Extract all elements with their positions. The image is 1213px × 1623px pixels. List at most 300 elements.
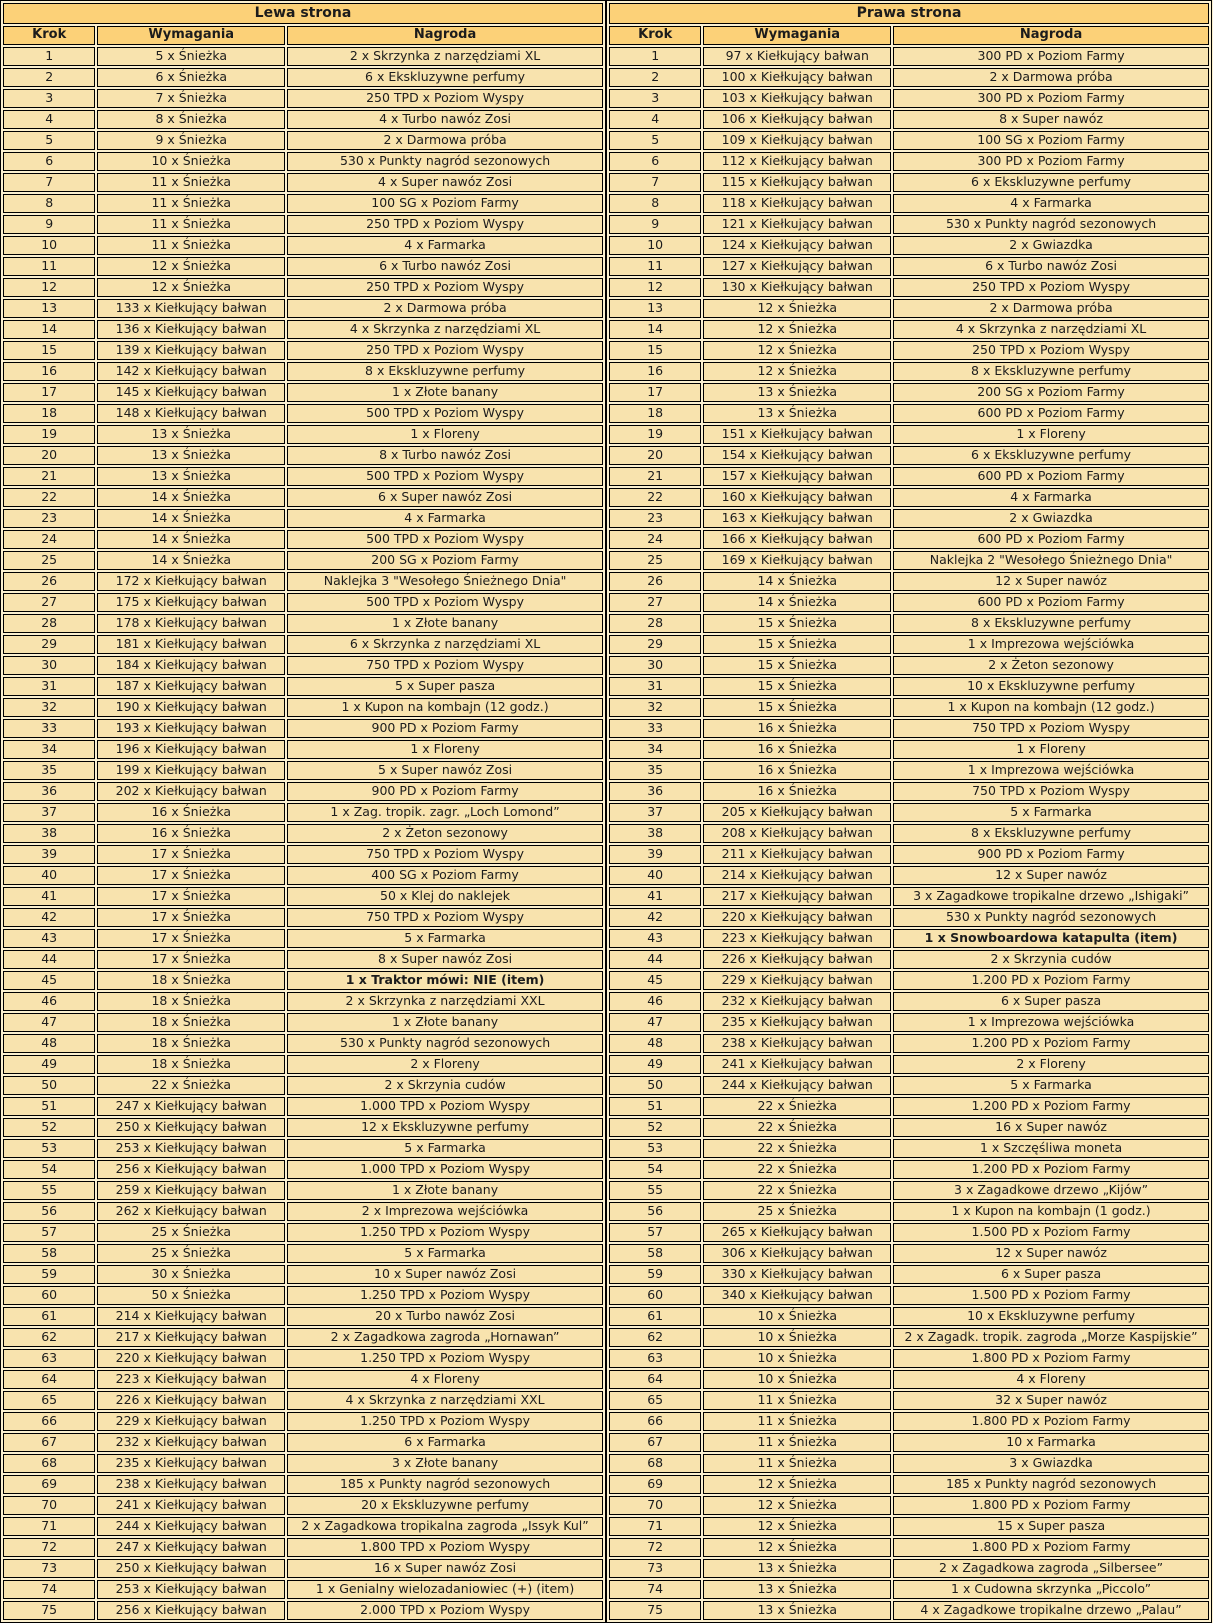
table-row: [3, 824, 603, 843]
reward-cell: 2 x Floreny: [893, 1055, 1209, 1074]
requirement-cell: 22 x Śnieżka: [703, 1097, 891, 1116]
requirement-cell: 136 x Kiełkujący bałwan: [97, 320, 285, 339]
reward-cell: 1.250 TPD x Poziom Wyspy: [287, 1223, 603, 1242]
table-row: [3, 1265, 603, 1284]
requirement-cell: 17 x Śnieżka: [97, 950, 285, 969]
step-cell: 25: [3, 551, 95, 570]
step-cell: 57: [609, 1223, 701, 1242]
requirement-cell: 253 x Kiełkujący bałwan: [97, 1580, 285, 1599]
step-cell: 65: [3, 1391, 95, 1410]
requirement-cell: 14 x Śnieżka: [97, 509, 285, 528]
table-row: [3, 341, 603, 360]
reward-cell: 750 TPD x Poziom Wyspy: [893, 782, 1209, 801]
requirement-cell: 13 x Śnieżka: [703, 1559, 891, 1578]
reward-cell: 1.200 PD x Poziom Farmy: [893, 1160, 1209, 1179]
requirement-cell: 11 x Śnieżka: [703, 1454, 891, 1473]
table-row: [609, 824, 1209, 843]
reward-cell: 400 SG x Poziom Farmy: [287, 866, 603, 885]
reward-cell: 6 x Farmarka: [287, 1433, 603, 1452]
reward-cell: 10 x Ekskluzywne perfumy: [893, 1307, 1209, 1326]
table-row: [3, 740, 603, 759]
step-cell: 39: [609, 845, 701, 864]
requirement-cell: 253 x Kiełkujący bałwan: [97, 1139, 285, 1158]
table-row: [3, 761, 603, 780]
table-row: [3, 1202, 603, 1221]
step-cell: 34: [609, 740, 701, 759]
step-cell: 3: [3, 89, 95, 108]
reward-cell: 6 x Super pasza: [893, 992, 1209, 1011]
reward-cell: 50 x Klej do naklejek: [287, 887, 603, 906]
requirement-cell: 14 x Śnieżka: [97, 551, 285, 570]
table-row: [3, 89, 603, 108]
requirement-cell: 103 x Kiełkujący bałwan: [703, 89, 891, 108]
step-cell: 2: [3, 68, 95, 87]
reward-cell: 1.000 TPD x Poziom Wyspy: [287, 1160, 603, 1179]
step-cell: 49: [3, 1055, 95, 1074]
requirement-cell: 11 x Śnieżka: [97, 215, 285, 234]
table-row: [3, 1076, 603, 1095]
requirement-cell: 202 x Kiełkujący bałwan: [97, 782, 285, 801]
reward-cell: 530 x Punkty nagród sezonowych: [287, 1034, 603, 1053]
step-cell: 14: [3, 320, 95, 339]
step-cell: 8: [609, 194, 701, 213]
step-cell: 12: [609, 278, 701, 297]
reward-cell: 300 PD x Poziom Farmy: [893, 89, 1209, 108]
requirement-cell: 18 x Śnieżka: [97, 992, 285, 1011]
step-cell: 68: [3, 1454, 95, 1473]
table-row: [609, 572, 1209, 591]
reward-cell: 200 SG x Poziom Farmy: [287, 551, 603, 570]
requirement-cell: 11 x Śnieżka: [703, 1433, 891, 1452]
table-row: [3, 446, 603, 465]
requirement-cell: 18 x Śnieżka: [97, 1055, 285, 1074]
step-cell: 21: [3, 467, 95, 486]
requirement-cell: 6 x Śnieżka: [97, 68, 285, 87]
reward-cell: 4 x Zagadkowe tropikalne drzewo „Palau”: [893, 1601, 1209, 1620]
reward-cell: 750 TPD x Poziom Wyspy: [893, 719, 1209, 738]
table-row: [3, 530, 603, 549]
step-cell: 13: [609, 299, 701, 318]
reward-cell: 1 x Imprezowa wejściówka: [893, 1013, 1209, 1032]
reward-cell: 1 x Szczęśliwa moneta: [893, 1139, 1209, 1158]
step-cell: 47: [3, 1013, 95, 1032]
requirement-cell: 112 x Kiełkujący bałwan: [703, 152, 891, 171]
table-row: [609, 992, 1209, 1011]
step-cell: 18: [609, 404, 701, 423]
requirement-cell: 15 x Śnieżka: [703, 614, 891, 633]
table-row: [3, 467, 603, 486]
table-row: [609, 635, 1209, 654]
requirement-cell: 12 x Śnieżka: [703, 1538, 891, 1557]
reward-cell: 4 x Skrzynka z narzędziami XL: [893, 320, 1209, 339]
requirement-cell: 109 x Kiełkujący bałwan: [703, 131, 891, 150]
reward-cell: 6 x Turbo nawóz Zosi: [893, 257, 1209, 276]
reward-cell: 20 x Turbo nawóz Zosi: [287, 1307, 603, 1326]
table-row: [609, 803, 1209, 822]
table-row: [609, 89, 1209, 108]
requirement-cell: 10 x Śnieżka: [703, 1370, 891, 1389]
requirement-cell: 238 x Kiełkujący bałwan: [703, 1034, 891, 1053]
table-row: [3, 1244, 603, 1263]
reward-cell: 900 PD x Poziom Farmy: [287, 719, 603, 738]
table-row: [3, 1160, 603, 1179]
step-cell: 11: [3, 257, 95, 276]
requirement-cell: 18 x Śnieżka: [97, 971, 285, 990]
reward-cell: 2 x Skrzynka z narzędziami XXL: [287, 992, 603, 1011]
table-row: [3, 1370, 603, 1389]
requirement-cell: 124 x Kiełkujący bałwan: [703, 236, 891, 255]
table-row: [609, 845, 1209, 864]
step-cell: 42: [609, 908, 701, 927]
table-row: [609, 320, 1209, 339]
table-row: [3, 1454, 603, 1473]
requirement-cell: 172 x Kiełkujący bałwan: [97, 572, 285, 591]
requirement-cell: 259 x Kiełkujący bałwan: [97, 1181, 285, 1200]
step-cell: 20: [609, 446, 701, 465]
step-cell: 37: [3, 803, 95, 822]
table-row: [609, 1496, 1209, 1515]
requirement-cell: 13 x Śnieżka: [97, 446, 285, 465]
reward-cell: 2 x Skrzynka z narzędziami XL: [287, 47, 603, 66]
step-cell: 1: [3, 47, 95, 66]
requirement-cell: 11 x Śnieżka: [97, 173, 285, 192]
step-cell: 69: [3, 1475, 95, 1494]
table-row: [609, 719, 1209, 738]
step-cell: 72: [609, 1538, 701, 1557]
table-row: [3, 950, 603, 969]
reward-cell: 600 PD x Poziom Farmy: [893, 467, 1209, 486]
requirement-cell: 16 x Śnieżka: [703, 782, 891, 801]
step-cell: 63: [3, 1349, 95, 1368]
reward-cell: 3 x Gwiazdka: [893, 1454, 1209, 1473]
reward-cell: 3 x Złote banany: [287, 1454, 603, 1473]
table-row: [3, 1433, 603, 1452]
reward-cell: 2 x Zagadkowa zagroda „Hornawan”: [287, 1328, 603, 1347]
reward-cell: 1.800 TPD x Poziom Wyspy: [287, 1538, 603, 1557]
step-cell: 36: [609, 782, 701, 801]
table-row: [3, 908, 603, 927]
requirement-cell: 330 x Kiełkujący bałwan: [703, 1265, 891, 1284]
table-row: [609, 1181, 1209, 1200]
reward-cell: 1 x Floreny: [893, 740, 1209, 759]
table-row: [609, 1223, 1209, 1242]
step-cell: 36: [3, 782, 95, 801]
reward-cell: 4 x Farmarka: [893, 488, 1209, 507]
step-cell: 52: [3, 1118, 95, 1137]
table-row: [609, 614, 1209, 633]
requirement-cell: 10 x Śnieżka: [97, 152, 285, 171]
reward-cell: 5 x Super nawóz Zosi: [287, 761, 603, 780]
table-row: [3, 509, 603, 528]
step-cell: 16: [3, 362, 95, 381]
requirement-cell: 12 x Śnieżka: [97, 278, 285, 297]
requirement-cell: 178 x Kiełkujący bałwan: [97, 614, 285, 633]
table-row: [609, 1391, 1209, 1410]
table-row: [609, 677, 1209, 696]
table-row: [609, 1601, 1209, 1620]
requirement-cell: 12 x Śnieżka: [703, 1475, 891, 1494]
table-row: [3, 152, 603, 171]
reward-cell: 2 x Zagadkowa tropikalna zagroda „Issyk Kul”: [287, 1517, 603, 1536]
table-row: [609, 404, 1209, 423]
reward-cell: 1.200 PD x Poziom Farmy: [893, 1034, 1209, 1053]
step-cell: 23: [609, 509, 701, 528]
reward-cell: 300 PD x Poziom Farmy: [893, 152, 1209, 171]
step-cell: 38: [3, 824, 95, 843]
table-row: [609, 341, 1209, 360]
requirement-cell: 247 x Kiełkujący bałwan: [97, 1097, 285, 1116]
table-row: [3, 992, 603, 1011]
requirement-cell: 17 x Śnieżka: [97, 908, 285, 927]
requirement-cell: 10 x Śnieżka: [703, 1349, 891, 1368]
table-row: [3, 866, 603, 885]
step-cell: 67: [3, 1433, 95, 1452]
requirement-cell: 142 x Kiełkujący bałwan: [97, 362, 285, 381]
left-table-rows: [3, 47, 603, 1620]
reward-cell: 6 x Super nawóz Zosi: [287, 488, 603, 507]
step-cell: 74: [609, 1580, 701, 1599]
table-row: [3, 1517, 603, 1536]
step-cell: 31: [3, 677, 95, 696]
step-cell: 22: [3, 488, 95, 507]
step-cell: 12: [3, 278, 95, 297]
step-cell: 70: [3, 1496, 95, 1515]
reward-cell: 1 x Snowboardowa katapulta (item): [893, 929, 1209, 948]
table-row: [609, 1580, 1209, 1599]
reward-cell: 500 TPD x Poziom Wyspy: [287, 404, 603, 423]
requirement-cell: 25 x Śnieżka: [703, 1202, 891, 1221]
step-cell: 51: [609, 1097, 701, 1116]
reward-cell: 100 SG x Poziom Farmy: [893, 131, 1209, 150]
table-row: [609, 1475, 1209, 1494]
step-cell: 44: [609, 950, 701, 969]
requirement-cell: 22 x Śnieżka: [703, 1139, 891, 1158]
step-cell: 38: [609, 824, 701, 843]
reward-cell: 185 x Punkty nagród sezonowych: [287, 1475, 603, 1494]
step-cell: 53: [609, 1139, 701, 1158]
reward-cell: 250 TPD x Poziom Wyspy: [893, 341, 1209, 360]
reward-cell: 6 x Skrzynka z narzędziami XL: [287, 635, 603, 654]
step-cell: 9: [609, 215, 701, 234]
table-row: [609, 1286, 1209, 1305]
reward-cell: 2.000 TPD x Poziom Wyspy: [287, 1601, 603, 1620]
table-row: [609, 509, 1209, 528]
table-row: [3, 845, 603, 864]
table-row: [3, 1118, 603, 1137]
reward-cell: 500 TPD x Poziom Wyspy: [287, 593, 603, 612]
requirement-cell: 14 x Śnieżka: [97, 488, 285, 507]
step-cell: 46: [3, 992, 95, 1011]
requirement-cell: 14 x Śnieżka: [97, 530, 285, 549]
table-row: [609, 971, 1209, 990]
reward-cell: 750 TPD x Poziom Wyspy: [287, 656, 603, 675]
table-row: [609, 47, 1209, 66]
reward-cell: 250 TPD x Poziom Wyspy: [287, 278, 603, 297]
right-column-header-reward: Nagroda: [893, 26, 1209, 45]
requirement-cell: 154 x Kiełkujący bałwan: [703, 446, 891, 465]
table-row: [3, 635, 603, 654]
step-cell: 17: [3, 383, 95, 402]
requirement-cell: 232 x Kiełkujący bałwan: [97, 1433, 285, 1452]
step-cell: 42: [3, 908, 95, 927]
reward-cell: 2 x Darmowa próba: [287, 131, 603, 150]
step-cell: 7: [3, 173, 95, 192]
table-row: [609, 278, 1209, 297]
table-row: [3, 572, 603, 591]
table-row: [3, 278, 603, 297]
table-row: [609, 1202, 1209, 1221]
reward-cell: 530 x Punkty nagród sezonowych: [287, 152, 603, 171]
table-row: [609, 173, 1209, 192]
reward-cell: 900 PD x Poziom Farmy: [287, 782, 603, 801]
step-cell: 28: [609, 614, 701, 633]
table-row: [3, 68, 603, 87]
step-cell: 58: [3, 1244, 95, 1263]
requirement-cell: 193 x Kiełkujący bałwan: [97, 719, 285, 738]
reward-cell: 12 x Ekskluzywne perfumy: [287, 1118, 603, 1137]
requirement-cell: 223 x Kiełkujący bałwan: [97, 1370, 285, 1389]
requirement-cell: 100 x Kiełkujący bałwan: [703, 68, 891, 87]
requirement-cell: 247 x Kiełkujący bałwan: [97, 1538, 285, 1557]
requirement-cell: 11 x Śnieżka: [97, 194, 285, 213]
step-cell: 47: [609, 1013, 701, 1032]
step-cell: 66: [609, 1412, 701, 1431]
requirement-cell: 22 x Śnieżka: [703, 1181, 891, 1200]
table-row: [609, 782, 1209, 801]
step-cell: 6: [3, 152, 95, 171]
table-row: [609, 1538, 1209, 1557]
table-row: [609, 488, 1209, 507]
step-cell: 5: [3, 131, 95, 150]
requirement-cell: 50 x Śnieżka: [97, 1286, 285, 1305]
table-row: [3, 425, 603, 444]
step-cell: 48: [609, 1034, 701, 1053]
requirement-cell: 13 x Śnieżka: [703, 383, 891, 402]
table-row: [3, 1391, 603, 1410]
requirement-cell: 14 x Śnieżka: [703, 572, 891, 591]
requirement-cell: 15 x Śnieżka: [703, 698, 891, 717]
left-column-header-row: [3, 26, 603, 45]
right-side-table: [606, 0, 1212, 1623]
reward-cell: 5 x Farmarka: [287, 929, 603, 948]
table-row: [609, 110, 1209, 129]
requirement-cell: 13 x Śnieżka: [703, 404, 891, 423]
table-row: [3, 1559, 603, 1578]
reward-cell: 100 SG x Poziom Farmy: [287, 194, 603, 213]
reward-cell: 250 TPD x Poziom Wyspy: [287, 215, 603, 234]
reward-cell: 1 x Kupon na kombajn (1 godz.): [893, 1202, 1209, 1221]
step-cell: 28: [3, 614, 95, 633]
table-row: [3, 47, 603, 66]
table-row: [609, 698, 1209, 717]
table-row: [609, 1517, 1209, 1536]
step-cell: 64: [3, 1370, 95, 1389]
reward-cell: 3 x Zagadkowe drzewo „Kijów”: [893, 1181, 1209, 1200]
requirement-cell: 10 x Śnieżka: [703, 1328, 891, 1347]
table-row: [3, 929, 603, 948]
table-row: [3, 551, 603, 570]
step-cell: 22: [609, 488, 701, 507]
reward-cell: 4 x Farmarka: [287, 236, 603, 255]
step-cell: 43: [3, 929, 95, 948]
table-row: [609, 1559, 1209, 1578]
requirement-cell: 235 x Kiełkujący bałwan: [703, 1013, 891, 1032]
reward-cell: 4 x Skrzynka z narzędziami XXL: [287, 1391, 603, 1410]
step-cell: 2: [609, 68, 701, 87]
step-cell: 71: [3, 1517, 95, 1536]
step-cell: 56: [609, 1202, 701, 1221]
step-cell: 24: [3, 530, 95, 549]
reward-cell: 1 x Złote banany: [287, 614, 603, 633]
reward-cell: 1.800 PD x Poziom Farmy: [893, 1349, 1209, 1368]
table-row: [609, 1013, 1209, 1032]
reward-cell: 15 x Super pasza: [893, 1517, 1209, 1536]
reward-cell: 1.500 PD x Poziom Farmy: [893, 1223, 1209, 1242]
requirement-cell: 121 x Kiełkujący bałwan: [703, 215, 891, 234]
reward-cell: 8 x Ekskluzywne perfumy: [893, 614, 1209, 633]
step-cell: 10: [3, 236, 95, 255]
table-row: [609, 1307, 1209, 1326]
reward-cell: 1 x Złote banany: [287, 383, 603, 402]
step-cell: 19: [609, 425, 701, 444]
requirement-cell: 11 x Śnieżka: [97, 236, 285, 255]
step-cell: 73: [3, 1559, 95, 1578]
reward-cell: 6 x Ekskluzywne perfumy: [893, 446, 1209, 465]
reward-cell: 2 x Darmowa próba: [287, 299, 603, 318]
step-cell: 51: [3, 1097, 95, 1116]
reward-cell: 2 x Żeton sezonowy: [893, 656, 1209, 675]
step-cell: 27: [3, 593, 95, 612]
table-row: [609, 761, 1209, 780]
table-row: [609, 1412, 1209, 1431]
requirement-cell: 22 x Śnieżka: [703, 1160, 891, 1179]
requirement-cell: 229 x Kiełkujący bałwan: [703, 971, 891, 990]
table-row: [609, 1076, 1209, 1095]
requirement-cell: 256 x Kiełkujący bałwan: [97, 1601, 285, 1620]
requirement-cell: 241 x Kiełkujący bałwan: [703, 1055, 891, 1074]
table-row: [609, 1265, 1209, 1284]
step-cell: 60: [3, 1286, 95, 1305]
table-row: [609, 593, 1209, 612]
requirement-cell: 9 x Śnieżka: [97, 131, 285, 150]
reward-cell: 5 x Farmarka: [893, 803, 1209, 822]
step-cell: 43: [609, 929, 701, 948]
requirement-cell: 130 x Kiełkujący bałwan: [703, 278, 891, 297]
reward-cell: 1.800 PD x Poziom Farmy: [893, 1538, 1209, 1557]
step-cell: 27: [609, 593, 701, 612]
requirement-cell: 151 x Kiełkujący bałwan: [703, 425, 891, 444]
reward-cell: 6 x Ekskluzywne perfumy: [893, 173, 1209, 192]
table-row: [609, 1034, 1209, 1053]
left-table-title-row: [3, 3, 603, 24]
table-row: [3, 299, 603, 318]
reward-cell: 1 x Kupon na kombajn (12 godz.): [287, 698, 603, 717]
reward-cell: 2 x Darmowa próba: [893, 299, 1209, 318]
requirement-cell: 15 x Śnieżka: [703, 635, 891, 654]
reward-cell: 4 x Floreny: [287, 1370, 603, 1389]
step-cell: 21: [609, 467, 701, 486]
table-row: [3, 1013, 603, 1032]
requirement-cell: 10 x Śnieżka: [703, 1307, 891, 1326]
reward-cell: 2 x Zagadk. tropik. zagroda „Morze Kaspijskie”: [893, 1328, 1209, 1347]
step-cell: 75: [3, 1601, 95, 1620]
step-cell: 56: [3, 1202, 95, 1221]
step-cell: 65: [609, 1391, 701, 1410]
reward-cell: 8 x Ekskluzywne perfumy: [893, 824, 1209, 843]
reward-cell: 16 x Super nawóz: [893, 1118, 1209, 1137]
requirement-cell: 13 x Śnieżka: [97, 467, 285, 486]
requirement-cell: 13 x Śnieżka: [703, 1580, 891, 1599]
